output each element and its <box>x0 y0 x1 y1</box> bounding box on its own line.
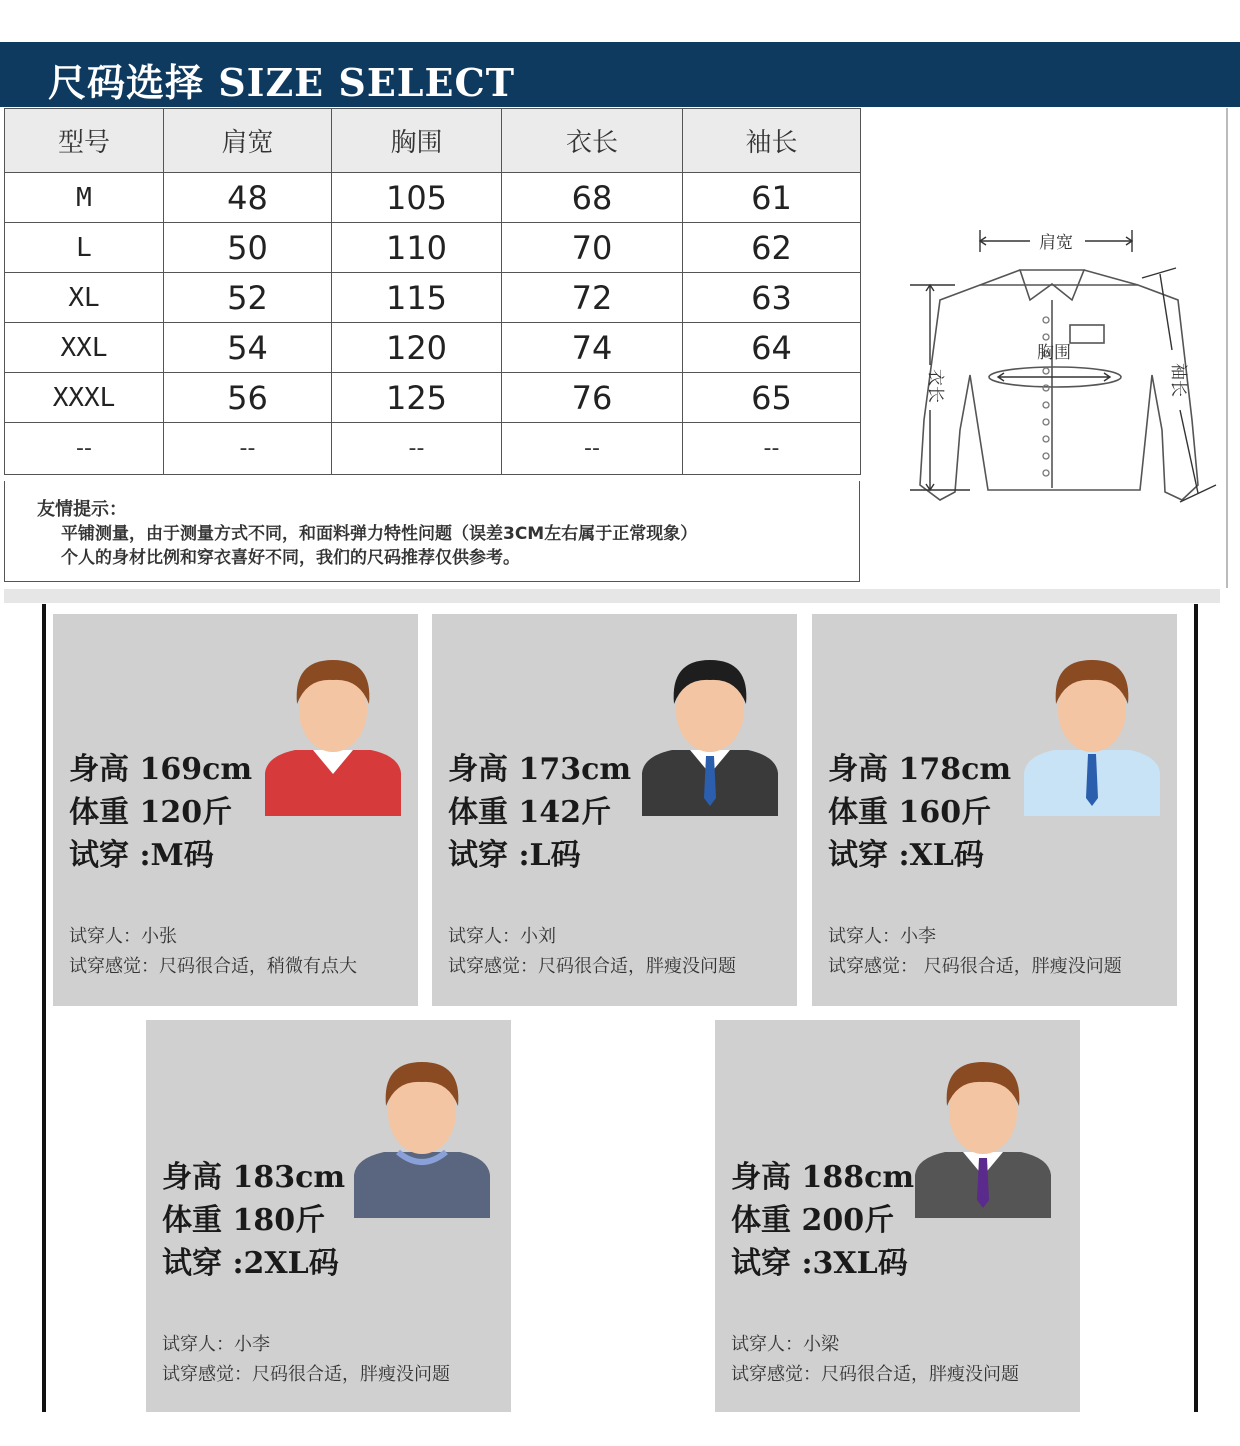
table-cell: 52 <box>164 273 332 323</box>
height-text: 身高 173cm <box>448 752 632 787</box>
table-cell: 54 <box>164 323 332 373</box>
tester-text: 试穿人：小李 <box>162 1334 270 1355</box>
column-header: 衣长 <box>502 109 683 173</box>
frame-line-left <box>42 604 46 1412</box>
avatar <box>1022 638 1162 818</box>
avatar <box>913 1040 1053 1220</box>
size-text: 试穿 :M码 <box>69 838 214 873</box>
table-cell: 125 <box>332 373 502 423</box>
weight-text: 体重 120斤 <box>69 795 233 830</box>
table-header-row <box>5 109 861 173</box>
section-divider <box>4 589 1220 603</box>
feeling-text: 试穿感觉：尺码很合适，稍微有点大 <box>69 956 357 977</box>
table-cell: 68 <box>502 173 683 223</box>
table-cell: 76 <box>502 373 683 423</box>
weight-text: 体重 200斤 <box>731 1203 895 1238</box>
table-row <box>5 223 861 273</box>
avatar <box>640 638 780 818</box>
table-row <box>5 423 861 475</box>
fit-card <box>715 1020 1080 1412</box>
table-cell: 56 <box>164 373 332 423</box>
table-cell: 72 <box>502 273 683 323</box>
notes-line: 平铺测量，由于测量方式不同，和面料弹力特性问题（误差3CM左右属于正常现象） <box>61 524 698 544</box>
trial-notes <box>448 922 736 982</box>
table-cell: -- <box>5 423 164 475</box>
tester-text: 试穿人：小刘 <box>448 926 556 947</box>
column-header: 肩宽 <box>164 109 332 173</box>
table-cell: -- <box>502 423 683 475</box>
trial-notes <box>162 1330 450 1390</box>
feeling-text: 试穿感觉：尺码很合适，胖瘦没问题 <box>448 956 736 977</box>
table-row <box>5 373 861 423</box>
table-cell: 48 <box>164 173 332 223</box>
height-text: 身高 183cm <box>162 1160 346 1195</box>
table-cell: 110 <box>332 223 502 273</box>
table-cell: -- <box>164 423 332 475</box>
page-title: 尺码选择 SIZE SELECT <box>48 60 515 105</box>
trial-stats <box>448 748 631 877</box>
trial-notes <box>69 922 357 982</box>
trial-stats <box>69 748 252 877</box>
size-text: 试穿 :XL码 <box>828 838 984 873</box>
table-cell: 74 <box>502 323 683 373</box>
shirt-diagram <box>880 200 1230 530</box>
length-label: 衣长 <box>925 369 945 403</box>
trial-notes <box>731 1330 1019 1390</box>
feeling-text: 试穿感觉： 尺码很合适，胖瘦没问题 <box>828 956 1122 977</box>
tester-text: 试穿人：小梁 <box>731 1334 839 1355</box>
fit-card <box>812 614 1177 1006</box>
fit-card <box>432 614 797 1006</box>
notes-line: 个人的身材比例和穿衣喜好不同，我们的尺码推荐仅供参考。 <box>61 548 520 568</box>
table-cell: -- <box>683 423 861 475</box>
sleeve-label: 袖长 <box>1168 363 1188 397</box>
fit-card <box>53 614 418 1006</box>
trial-stats <box>828 748 1011 877</box>
table-cell: L <box>5 223 164 273</box>
size-text: 试穿 :L码 <box>448 838 581 873</box>
table-cell: 50 <box>164 223 332 273</box>
table-cell: 105 <box>332 173 502 223</box>
tester-text: 试穿人：小张 <box>69 926 177 947</box>
table-cell: 70 <box>502 223 683 273</box>
table-cell: -- <box>332 423 502 475</box>
table-cell: XXXL <box>5 373 164 423</box>
size-text: 试穿 :3XL码 <box>731 1246 908 1281</box>
table-cell: 64 <box>683 323 861 373</box>
feeling-text: 试穿感觉：尺码很合适，胖瘦没问题 <box>162 1364 450 1385</box>
table-cell: 61 <box>683 173 861 223</box>
table-row <box>5 323 861 373</box>
height-text: 身高 169cm <box>69 752 253 787</box>
notes-title: 友情提示： <box>37 499 127 520</box>
table-cell: 120 <box>332 323 502 373</box>
fit-card <box>146 1020 511 1412</box>
size-table <box>4 108 861 475</box>
tester-text: 试穿人：小李 <box>828 926 936 947</box>
shoulder-label: 肩宽 <box>1039 233 1073 253</box>
chest-label: 胸围 <box>1037 343 1071 363</box>
header-bar <box>0 42 1240 107</box>
weight-text: 体重 180斤 <box>162 1203 326 1238</box>
height-text: 身高 178cm <box>828 752 1012 787</box>
table-cell: XXL <box>5 323 164 373</box>
weight-text: 体重 160斤 <box>828 795 992 830</box>
table-row <box>5 273 861 323</box>
table-cell: M <box>5 173 164 223</box>
column-header: 型号 <box>5 109 164 173</box>
height-text: 身高 188cm <box>731 1160 915 1195</box>
size-text: 试穿 :2XL码 <box>162 1246 339 1281</box>
trial-notes <box>828 922 1122 982</box>
notes-box <box>4 481 860 582</box>
table-cell: 62 <box>683 223 861 273</box>
table-cell: 115 <box>332 273 502 323</box>
trial-stats <box>731 1156 914 1285</box>
frame-line-right <box>1194 604 1198 1412</box>
feeling-text: 试穿感觉：尺码很合适，胖瘦没问题 <box>731 1364 1019 1385</box>
column-header: 袖长 <box>683 109 861 173</box>
avatar <box>263 638 403 818</box>
trial-stats <box>162 1156 345 1285</box>
table-cell: XL <box>5 273 164 323</box>
avatar <box>352 1040 492 1220</box>
table-cell: 63 <box>683 273 861 323</box>
weight-text: 体重 142斤 <box>448 795 612 830</box>
table-cell: 65 <box>683 373 861 423</box>
table-row <box>5 173 861 223</box>
column-header: 胸围 <box>332 109 502 173</box>
